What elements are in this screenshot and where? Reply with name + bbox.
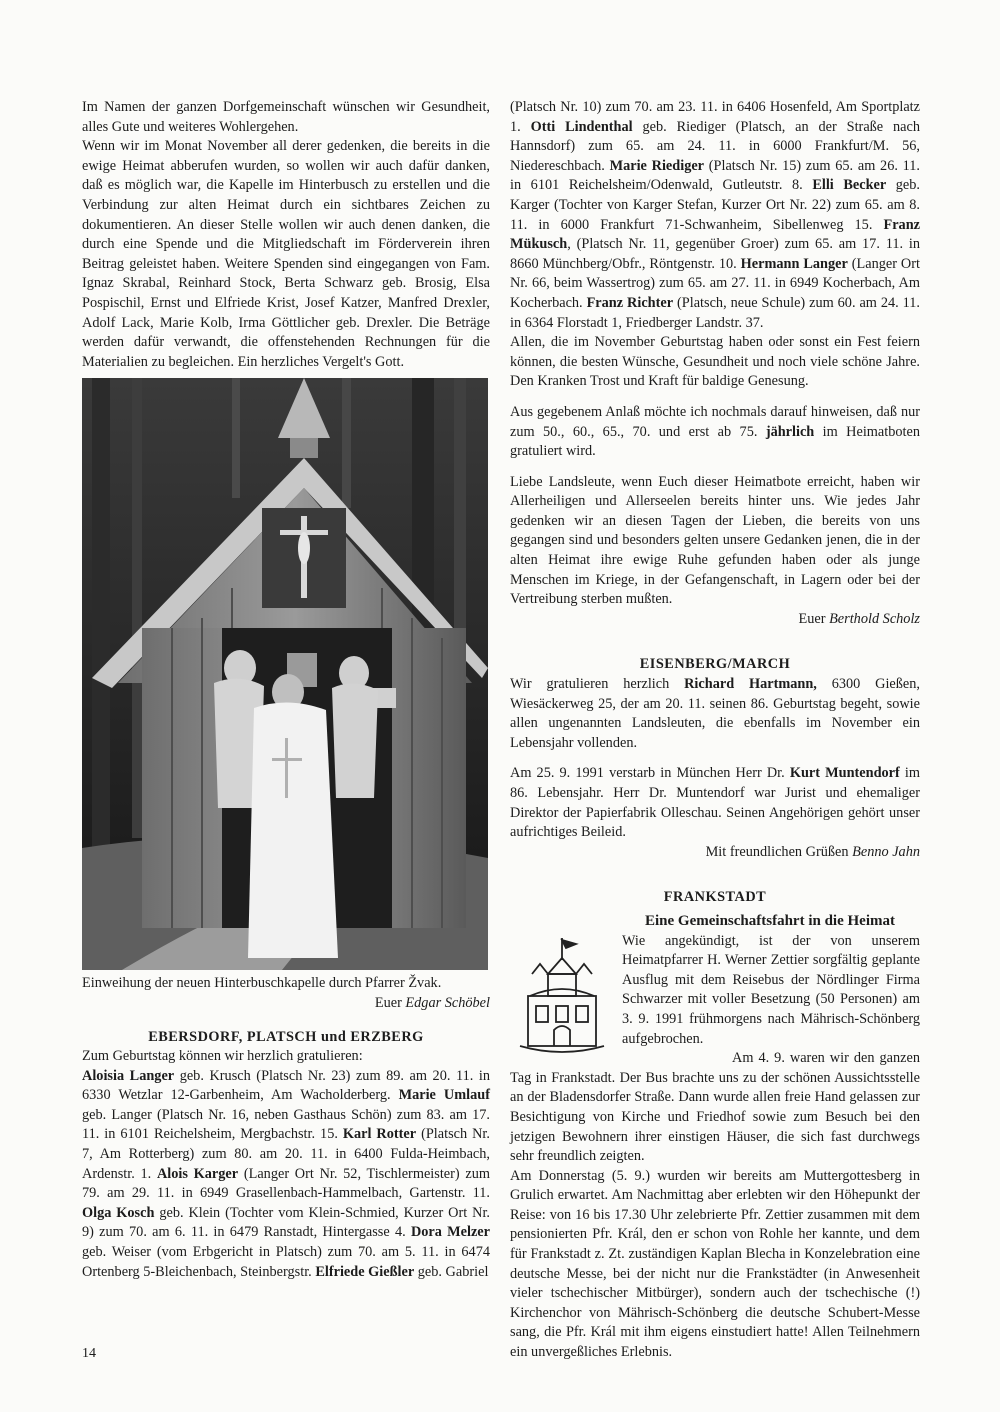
person-name: Richard Hartmann, xyxy=(684,676,817,693)
person-details: geb. Langer (Platsch Nr. 16, neben Gasthaus Schön) zum 83. am 17. 11. in 6101 Reichelsheim, Mergbachstr. 15. xyxy=(82,1106,490,1143)
eisenberg-congrats xyxy=(510,675,920,753)
trip-paragraph-1: Wie angekündigt, ist der von unserem Heimatpfarrer H. Werner Zettier sorgfältig geplante Ausflug mit dem Reisebus der Nördlinger Firma Schwarzer mit voller Besetzung (50 Personen) am 3. 9. 1991 frühmorgens nach Mährisch-Schönberg aufgebrochen. xyxy=(622,932,920,1047)
person-name: Marie Riediger xyxy=(609,157,705,174)
jahn-signature xyxy=(510,843,920,863)
page-number: 14 xyxy=(82,1346,96,1361)
person-details: geb. Gabriel xyxy=(414,1263,489,1280)
obituary-text: Am 25. 9. 1991 verstarb in München Herr Dr. xyxy=(510,765,790,782)
person-details: (Platsch Nr. 7, Am Rotterberg) zum 80. am 20. 11. in 6400 Fulda-Heimbach, Ardenstr. 1. xyxy=(82,1126,490,1182)
person-details: (Langer Ort Nr. 66, beim Wassertrog) zum 65. am 27. 11. in 6949 Kocherbach, Am Kocherbach. xyxy=(510,255,920,311)
person-name: Hermann Langer xyxy=(740,255,848,272)
greeting-paragraph: Im Namen der ganzen Dorfgemeinschaft wünschen wir Gesundheit, alles Gute und weiteres Wohlergehen. xyxy=(82,99,490,135)
person-name: Franz Mükusch xyxy=(510,216,920,253)
person-name: Alois Karger xyxy=(156,1165,239,1182)
person-details: , (Platsch Nr. 11, gegenüber Groer) zum 65. am 17. 11. in 8660 Münchberg/Obfr., Röntgenstr. 10. xyxy=(510,236,920,272)
trip-paragraph-2: Am 4. 9. waren wir den ganzen Tag in Frankstadt. Der Bus brachte uns zu der schönen Aussichtsstelle an der Bladensdorfer Straße. Dann wurde allen freie Hand gelassen zur Besichtigung von Kirche und Friedhof sowie zum Besuch bei den jetzigen Bewohnern ihrer einstigen Häuser, die sich fast durchwegs sehr freundlich zeigten. xyxy=(510,1050,920,1165)
signature-name: Benno Jahn xyxy=(852,843,920,860)
right-column xyxy=(510,98,920,1363)
memorial-paragraph: Liebe Landsleute, wenn Euch dieser Heimatbote erreicht, haben wir Allerheiligen und Allerseelen bereits hinter uns. Wie jedes Jahr gedenken wir an diesen Tagen der Lieben, die bereits von uns gegangen sind und besonders gelten unsere Gedanken jenen, die in der alten Heimat ihre ewige Ruhe gefunden haben oder als junge Menschen im Kriege, in der Gefangenschaft, in Lagern oder bei der Vertreibung sterben mußten. xyxy=(510,473,920,608)
birthday-list xyxy=(82,1067,490,1283)
signature-name: Edgar Schöbel xyxy=(405,994,490,1011)
signature-name: Berthold Scholz xyxy=(829,610,920,627)
left-column xyxy=(82,98,490,1282)
eisenberg-heading: EISENBERG/MARCH xyxy=(639,656,791,673)
person-details: (Platsch Nr. 10) zum 70. am 23. 11. in 6406 Hosenfeld, Am Sportplatz 1. xyxy=(510,99,920,135)
donation-paragraph: Wenn wir im Monat November all derer gedenken, die bereits in die ewige Heimat abberufen wurden, so wollen wir auch dafür danken, daß es möglich war, die Kapelle im Hinterbusch zu erstellen und die Verbindung zur alten Heimat durch ein sichtbares Zeichen zu dokumentieren. An dieser Stelle wollen wir auch denen danken, die durch eine Spende und die Mitgliedschaft im Förderverein ihren Beitrag geleistet haben. Weitere Spenden sind eingegangen von Fam. Ignaz Skrabal, Reinhard Stock, Berta Schwarz geb. Brosig, Elsa Pospischil, Ernst und Elfriede Krist, Josef Katzer, Manfred Drexler, Adolf Lack, Marie Kolb, Irma Göttlicher geb. Drexler. Die Beträge werden dafür verwandt, die offenstehenden Rechnungen für die Materialien zu begleichen. Ein herzliches Vergelt's Gott. xyxy=(82,138,490,370)
person-details: (Platsch Nr. 15) zum 65. am 26. 11. in 6101 Reichelsheim/Odenwald, Gutleutstr. 8. xyxy=(510,157,920,194)
photo-caption: Einweihung der neuen Hinterbuschkapelle durch Pfarrer Žvak. xyxy=(82,975,442,992)
person-name: Elfriede Gießler xyxy=(315,1263,415,1280)
obituary-paragraph xyxy=(510,764,920,842)
scholz-signature xyxy=(510,610,920,630)
signature-prefix: Mit freundlichen Grüßen xyxy=(705,843,853,860)
caption-signature xyxy=(82,994,490,1014)
signature-prefix: Euer xyxy=(374,994,406,1011)
person-name: Karl Rotter xyxy=(342,1126,417,1143)
person-name: Olga Kosch xyxy=(82,1204,155,1221)
birthday-list-continued xyxy=(510,98,920,333)
notice-emphasis: jährlich xyxy=(765,423,815,440)
person-name: Marie Umlauf xyxy=(398,1087,490,1104)
person-details: geb. Klein (Tochter vom Klein-Schmied, Kurzer Ort Nr. 9) zum 70. am 6. 11. in 6479 Ranstadt, Hintergasse 4. xyxy=(82,1204,490,1241)
person-details: geb. Riediger (Platsch, an der Straße nach Hannsdorf) zum 65. am 24. 11. in 6000 Frankfurt/M. 56, Niedereschbach. xyxy=(510,118,921,174)
person-name: Elli Becker xyxy=(812,177,887,194)
trip-paragraph-3: Am Donnerstag (5. 9.) wurden wir bereits am Muttergottesberg in Grulich erwartet. Am Nachmittag aber erlebten wir den Höhepunkt der Reise: von 16 bis 17.30 Uhr zelebrierte Pfr. Zettier zusammen mit dem pensionierten Pfr. Král, den er schon von Rohle her kannte, und dem für Frankstadt z. Zt. zuständigen Kaplan Blecha in Konzelebration eine deutsche Messe, bei der nicht nur die Frankstädter (in Anwesenheit vieler tschechischer Mitbürger), sondern auch der tschechische (!) Kirchenchor von Mährisch-Schönberg die deutsche Schubert-Messe sang, die Pfr. Král mit ihm eigens einstudiert hatte! Allen Teilnehmern ein unvergeßliches Erlebnis. xyxy=(510,1167,920,1361)
person-name: Kurt Muntendorf xyxy=(789,765,900,782)
person-details: (Langer Ort Nr. 52, Tischlermeister) zum 79. am 29. 11. in 6949 Grasellenbach-Hammelbach, Gartenstr. 11. xyxy=(82,1165,490,1202)
signature-prefix: Euer xyxy=(798,610,830,627)
person-details: (Platsch, neue Schule) zum 60. am 24. 11. in 6364 Florstadt 1, Friedberger Landstr. 37. xyxy=(510,294,920,331)
wishes-paragraph: Allen, die im November Geburtstag haben oder sonst ein Fest feiern können, die besten Wünsche, Gesundheit und noch viele schöne Jahre. Den Kranken Trost und Kraft für baldige Genesung. xyxy=(510,334,920,390)
chapel-photo-drawing xyxy=(82,378,488,970)
notice-text: Aus gegebenem Anlaß möchte ich nochmals darauf hinweisen, daß nur zum 50., 60., 65., 70. und erst ab 75. xyxy=(510,403,920,440)
person-details: geb. Karger (Tochter von Karger Stefan, Kurzer Ort Nr. 22) zum 65. am 8. 11. in 6000 Frankfurt 71-Schwanheim, Sibellenweg 15. xyxy=(510,177,920,233)
frankstadt-heading: FRANKSTADT xyxy=(663,889,767,906)
birthday-intro: Zum Geburtstag können wir herzlich gratulieren: xyxy=(82,1048,363,1065)
notice-paragraph xyxy=(510,403,920,462)
town-emblem-icon xyxy=(510,934,614,1062)
person-name: Otti Lindenthal xyxy=(530,118,633,135)
person-name: Franz Richter xyxy=(586,294,674,311)
congrats-text: 6300 Gießen, Wiesäckerweg 25, der am 20. 11. seinen 86. Geburtstag begeht, sowie allen ungenannten Landsleuten, die ebenfalls im November ein Lebensjahr vollenden. xyxy=(510,676,920,751)
person-name: Aloisia Langer xyxy=(82,1067,175,1084)
ebersdorf-heading: EBERSDORF, PLATSCH und ERZBERG xyxy=(148,1028,424,1045)
notice-text: im Heimatboten gratuliert wird. xyxy=(510,423,920,460)
person-details: geb. Weiser (vom Erbgericht in Platsch) zum 70. am 5. 11. in 6474 Ortenberg 5-Bleichenbach, Steinbergstr. xyxy=(82,1244,490,1280)
obituary-text: im 86. Lebensjahr. Herr Dr. Muntendorf war Jurist und ehemaliger Direktor der Papierfabrik Olleschau. Seinen Angehörigen gehört unser aufrichtiges Beileid. xyxy=(510,765,920,841)
person-details: geb. Krusch (Platsch Nr. 23) zum 89. am 20. 11. in 6330 Wetzlar 12-Garbenheim, Am Wacholderberg. xyxy=(82,1067,490,1104)
trip-heading: Eine Gemeinschaftsfahrt in die Heimat xyxy=(645,912,895,929)
chapel-photo xyxy=(82,378,488,970)
congrats-text: Wir gratulieren herzlich xyxy=(510,676,685,693)
person-name: Dora Melzer xyxy=(410,1224,491,1241)
